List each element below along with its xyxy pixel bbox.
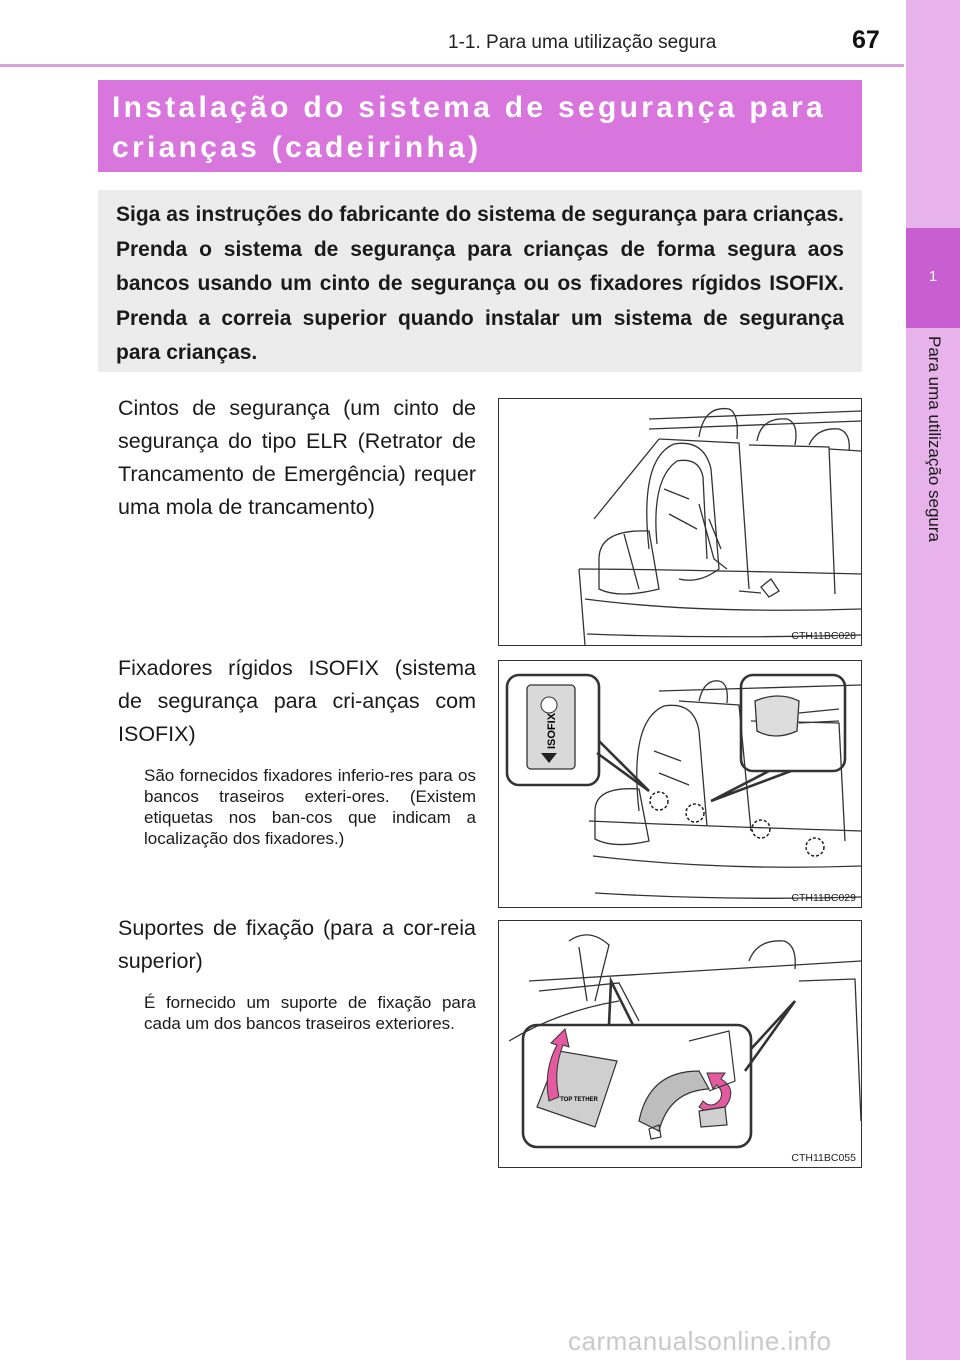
- item-description: É fornecido um suporte de fixação para cada um dos bancos traseiros exteriores.: [144, 993, 476, 1033]
- side-tab-strip: [906, 0, 960, 1360]
- running-header: 1-1. Para uma utilização segura: [448, 32, 717, 53]
- section-title-line-2: crianças (cadeirinha): [112, 131, 482, 164]
- figure-seat-belt-install: [498, 398, 862, 646]
- figure-code: CTH11BC055: [791, 1152, 856, 1164]
- watermark: carmanualsonline.info: [568, 1326, 832, 1356]
- page-number: 67: [852, 26, 880, 54]
- section-title: [98, 80, 862, 172]
- item-description: São fornecidos fixadores inferio-res para os bancos traseiros exteri-ores. (Existem etiquetas nos ban-cos que indicam a localização dos fixadores.): [144, 766, 476, 848]
- isofix-tag: [527, 685, 575, 769]
- item-text: Fixadores rígidos ISOFIX (sistema de segurança para cri-anças com ISOFIX): [118, 656, 476, 746]
- child-seat-belt-illustration: [499, 399, 861, 645]
- intro-box: [98, 190, 862, 372]
- figure-code: CTH11BC028: [791, 630, 856, 642]
- anchor-marker: [686, 804, 704, 822]
- header-divider: [0, 64, 904, 67]
- chapter-label: [906, 336, 960, 596]
- section-title-line-1: Instalação do sistema de segurança para: [112, 91, 826, 124]
- item-text: Suportes de fixação (para a cor-reia superior): [118, 916, 476, 973]
- anchor-marker: [650, 792, 668, 810]
- figure-isofix-anchors: [498, 660, 862, 908]
- figure-code: CTH11BC029: [791, 892, 856, 904]
- item-seat-belts: [118, 392, 476, 524]
- anchor-marker: [752, 820, 770, 838]
- chapter-number: 1: [928, 268, 938, 285]
- item-isofix: [118, 652, 476, 849]
- chapter-label-text: Para uma utilização segura: [925, 336, 944, 543]
- isofix-tag-text: ISOFIX: [546, 712, 558, 750]
- anchor-marker: [806, 838, 824, 856]
- item-tether-brackets: [118, 912, 476, 1034]
- tether-bracket-illustration: [499, 921, 861, 1167]
- isofix-illustration: [499, 661, 861, 907]
- intro-text: Siga as instruções do fabricante do sistema de segurança para crianças. Prenda o sistema de segurança para crianças de forma segura aos bancos usando um cinto de segurança ou os fixadores rígidos ISOFIX. Prenda a correia superior quando instalar um sistema de segurança para crianças.: [116, 203, 844, 364]
- figure-tether-bracket: [498, 920, 862, 1168]
- top-tether-text: TOP TETHER: [560, 1097, 598, 1103]
- item-text: Cintos de segurança (um cinto de segurança do tipo ELR (Retrator de Trancamento de Emergência) requer uma mola de trancamento): [118, 396, 476, 519]
